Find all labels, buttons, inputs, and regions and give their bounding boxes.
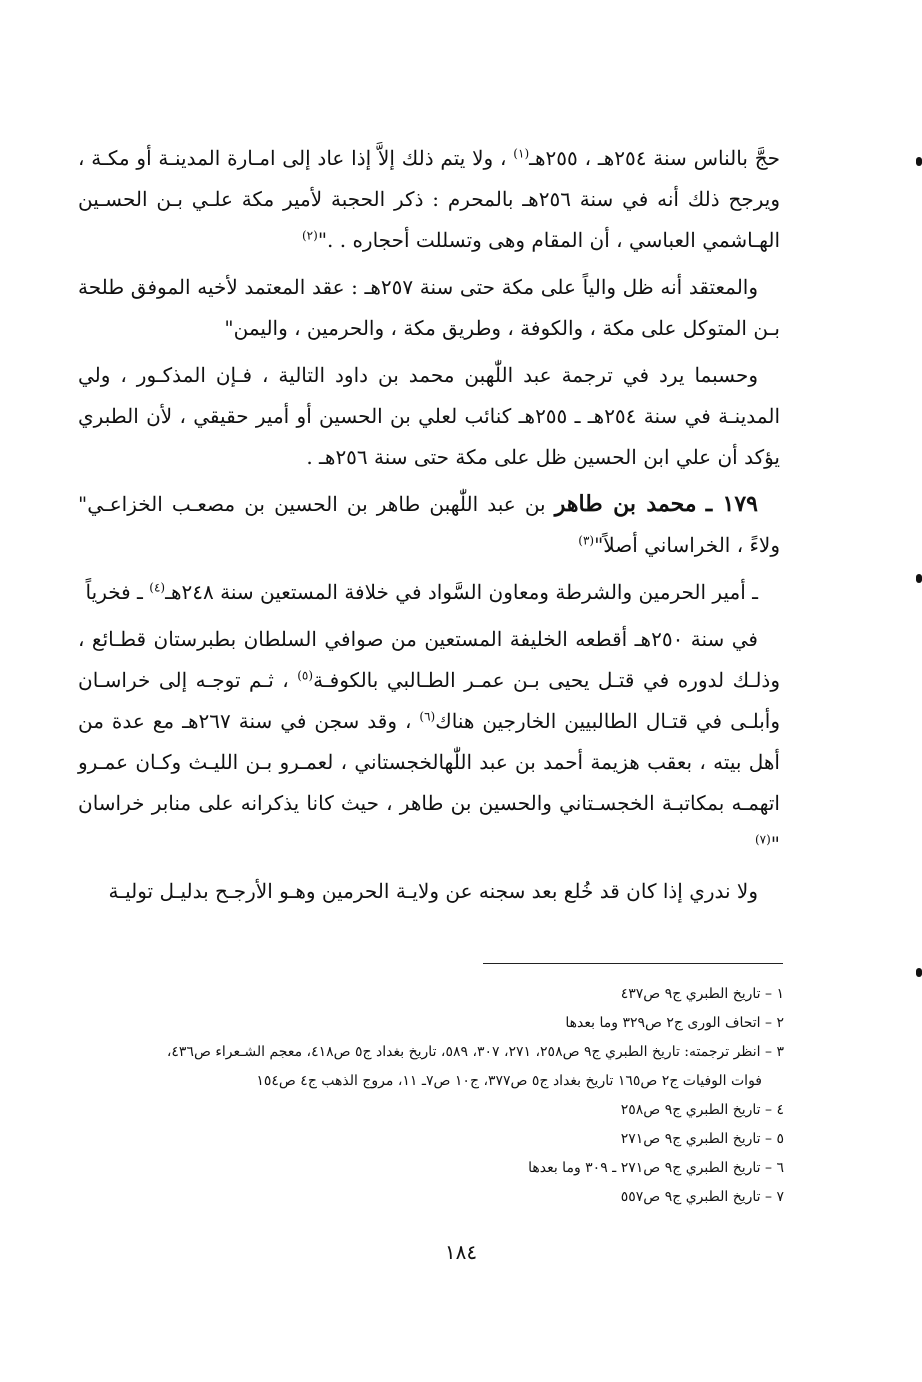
paragraph-text: ، ولا يتم ذلك إلاَّ إذا عاد إلى امـارة المدينـة أو مكـة ، ويرجح ذلك أنه في سنة ٢٥٦هـ بالمحرم : ذكر الحجبة لأمير مكة علـي بـن الحسـين الهـاشمي العباسي ، أن المقام وهى وتسللت أحجاره . ."	[78, 146, 780, 252]
scan-mark	[916, 574, 922, 583]
entry-number: ١٧٩ ـ	[705, 491, 758, 517]
footnote-7: ٧ – تاريخ الطبري ج٩ ص٥٥٧	[620, 1189, 784, 1205]
paragraph-text: حجَّ بالناس سنة ٢٥٤هـ ، ٢٥٥هـ	[529, 146, 780, 170]
footnote-ref[interactable]: (٣)	[578, 533, 595, 548]
footnote-1: ١ – تاريخ الطبري ج٩ ص٤٣٧	[620, 986, 784, 1002]
paragraph-5	[78, 572, 780, 613]
paragraph-text: ـ فخرياً	[85, 580, 150, 604]
scan-mark	[916, 157, 922, 166]
paragraph-text: في سنة ٢٥٠هـ أقطعه الخليفة المستعين من صوافي السلطان بطبرستان قطـائع ، وذلـك لدوره في قتـل يحيى بـن عمـر الطـالبي بالكوفـة	[78, 627, 780, 692]
footnote-ref[interactable]: (٦)	[419, 709, 436, 724]
entry-heading	[78, 484, 780, 566]
paragraph-2	[78, 267, 780, 349]
main-text	[78, 138, 780, 918]
scan-mark	[916, 968, 922, 977]
footnote-4: ٤ – تاريخ الطبري ج٩ ص٢٥٨	[620, 1102, 784, 1118]
paragraph-7	[78, 871, 780, 912]
paragraph-text: والمعتقد أنه ظل والياً على مكة حتى سنة ٢٥٧هـ : عقد المعتمد لأخيه الموفق طلحة بـن المتوكل على مكة ، والكوفة ، وطريق مكة ، والحرمين ، واليمن"	[78, 275, 780, 340]
footnote-ref[interactable]: (١)	[513, 146, 530, 161]
footnotes	[70, 980, 784, 1212]
paragraph-text: بن عبد اللّٰهبن طاهر بن الحسين بن مصعـب الخزاعـي" ولاءً ، الخراساني أصلاً"	[78, 492, 780, 557]
footnote-ref[interactable]: (٥)	[297, 668, 314, 683]
footnote-ref[interactable]: (٢)	[301, 228, 318, 243]
footnote-6: ٦ – تاريخ الطبري ج٩ ص٢٧١ ـ ٣٠٩ وما بعدها	[528, 1160, 784, 1176]
paragraph-text: ، وقد سجن في سنة ٢٦٧هـ مع عدة من أهل بيته ، بعقب هزيمة أحمد بن عبد اللّٰهالخجستاني ، لعمـرو بـن الليـث وكـان عمـرو اتهمـه بمكاتبـة الخجسـتاني والحسين بن طاهر ، حيث كانا يذكرانه على منابر خراسان "	[78, 709, 780, 856]
footnote-ref[interactable]: (٧)	[754, 832, 771, 847]
footnote-5: ٥ – تاريخ الطبري ج٩ ص٢٧١	[620, 1131, 784, 1147]
paragraph-3	[78, 355, 780, 478]
footnote-divider	[483, 963, 783, 964]
footnote-3: ٣ – انظر ترجمته: تاريخ الطبري ج٩ ص٢٥٨، ٢٧١، ٣٠٧، ٥٨٩، تاريخ بغداد ج٥ ص٤١٨، معجم الشـعراء ص٤٣٦،	[166, 1044, 784, 1060]
paragraph-text: ـ أمير الحرمين والشرطة ومعاون السَّواد في خلافة المستعين سنة ٢٤٨هـ	[165, 580, 758, 604]
paragraph-text: ، ثـم توجـه إلى خراسـان وأبلـى في قتـال الطالبيين الخارجين هناك	[78, 668, 780, 733]
page-number: ١٨٤	[444, 1240, 478, 1264]
paragraph-text: وحسبما يرد في ترجمة عبد اللّٰهبن محمد بن داود التالية ، فـإن المذكـور ، ولي المدينـة في سنة ٢٥٤هـ ـ ٢٥٥هـ كنائب لعلي بن الحسين أو أمير حقيقي ، لأن الطبري يؤكد أن علي ابن الحسين ظل على مكة حتى سنة ٢٥٦هـ .	[78, 363, 780, 469]
paragraph-1	[78, 138, 780, 261]
entry-name: محمد بن طاهر	[554, 491, 697, 517]
paragraph-6	[78, 619, 780, 865]
paragraph-text: ولا ندري إذا كان قد خُلع بعد سجنه عن ولايـة الحرمين وهـو الأرجـح بدليـل توليـة	[108, 879, 758, 903]
footnote-3-continued: فوات الوفيات ج٢ ص١٦٥ تاريخ بغداد ج٥ ص٣٧٧، ج١٠ ص٧ـ ١١، مروج الذهب ج٤ ص١٥٤	[256, 1073, 762, 1089]
footnote-2: ٢ – اتحاف الورى ج٢ ص٣٢٩ وما بعدها	[565, 1015, 784, 1031]
footnote-ref[interactable]: (٤)	[149, 580, 166, 595]
